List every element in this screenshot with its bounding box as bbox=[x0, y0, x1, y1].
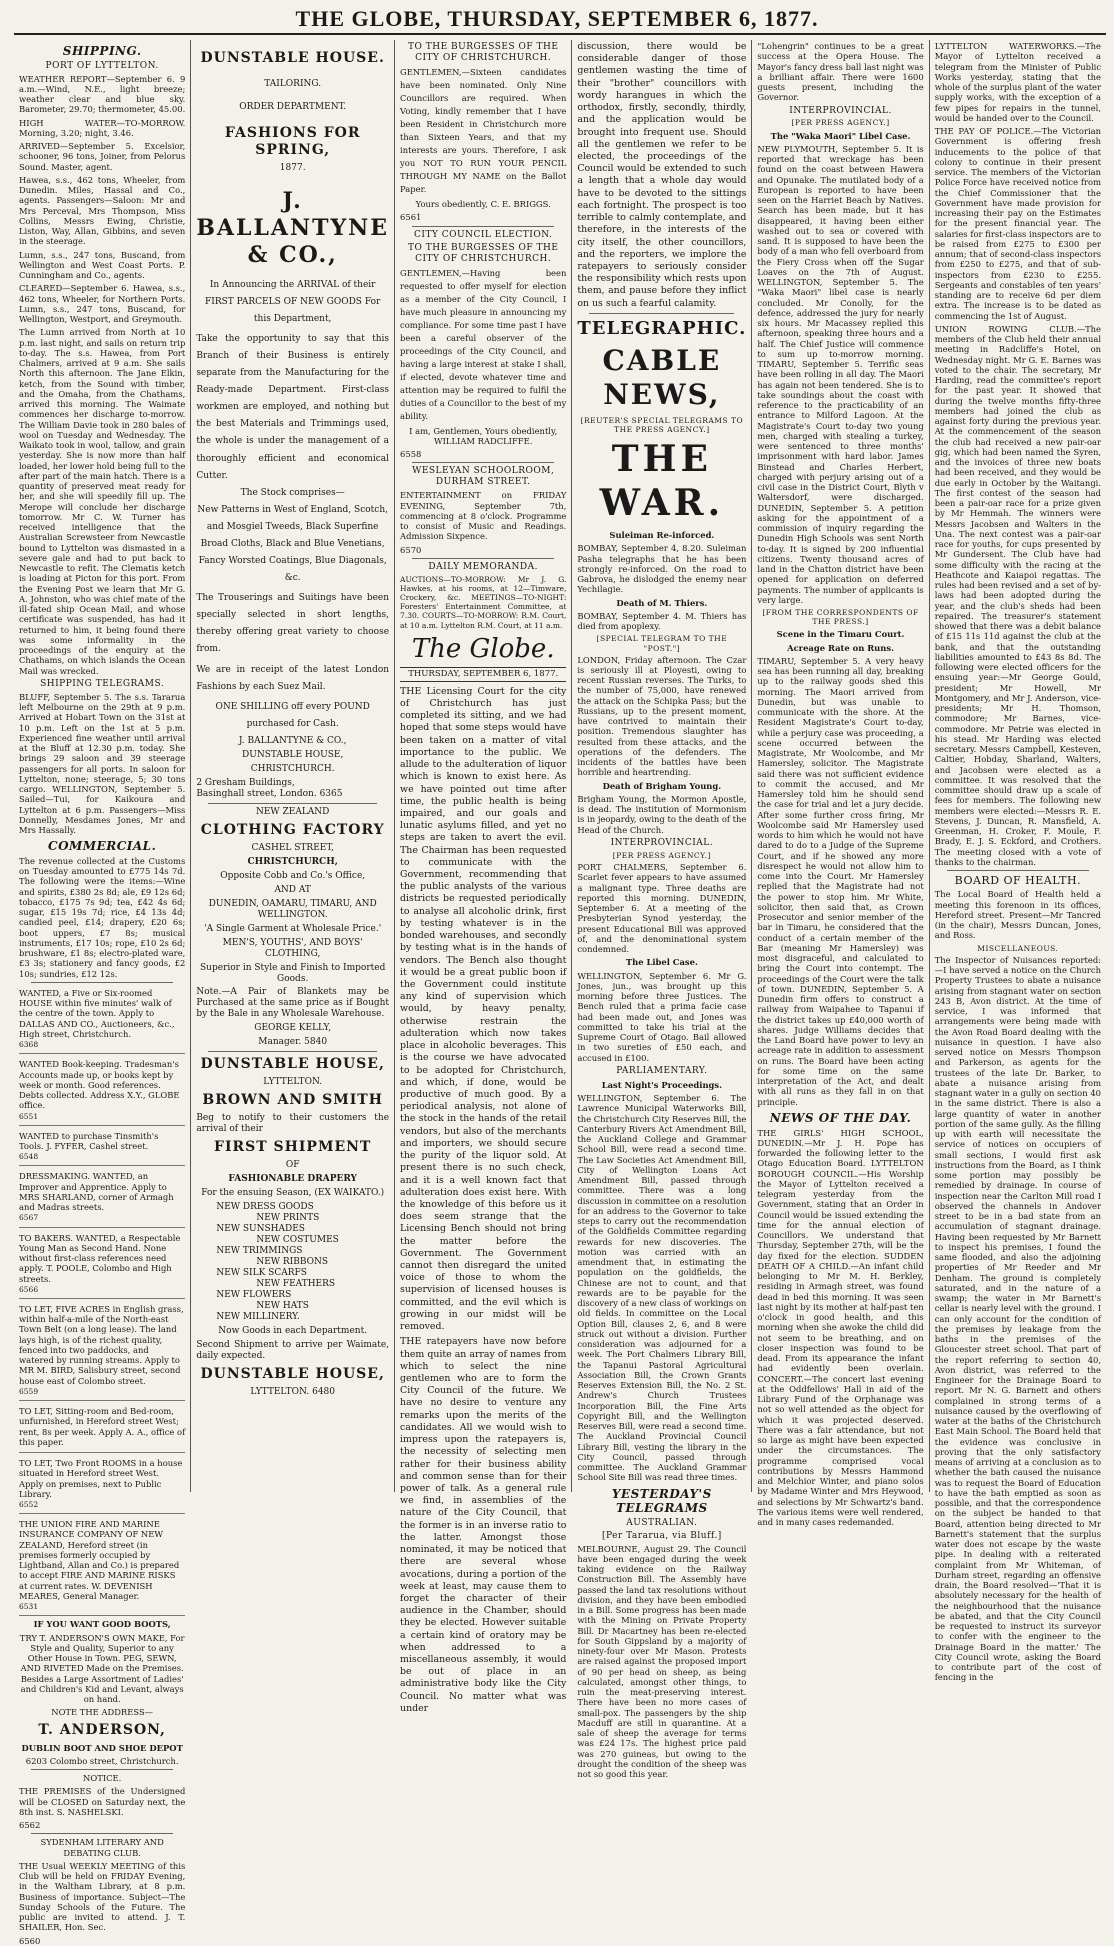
divider bbox=[412, 226, 554, 227]
cable-news-heading: CABLE NEWS, bbox=[602, 343, 722, 411]
sydenham-number: 6560 bbox=[19, 1935, 41, 1946]
dl-number: 6480 bbox=[312, 1387, 335, 1398]
special-text: The Trouserings and Suitings have been specially selected in short lengths, thereby offering great variety to choose from. bbox=[196, 593, 390, 655]
ad-number: 6368 bbox=[19, 1040, 39, 1050]
ad-text: TO BAKERS. WANTED, a Respectable Young Man as Second Hand. None without first-class references need apply. T. POOLE, Colombo and High streets. bbox=[19, 1232, 181, 1284]
ad-number: 6559 bbox=[19, 1386, 39, 1396]
dl-item: NEW FEATHERS bbox=[256, 1279, 336, 1290]
dl-item: NEW FLOWERS bbox=[216, 1290, 292, 1301]
column-2 bbox=[191, 40, 395, 1492]
classified-ad bbox=[19, 1231, 185, 1299]
election-text: GENTLEMEN,—Having been requested to offer myself for election as a member of the City Council, I have much pleasure in announcing my compliance. For some time past I have been a careful observer of the proceedings of the City Council, and having a large interest at stake I shall, if elected, devote whatever time and attention may be required to fulfil the duties of a Councillor to the best of my ability. bbox=[400, 267, 567, 421]
war-heading: THE WAR. bbox=[599, 438, 725, 525]
depot-street: Colombo street, Christchurch. bbox=[49, 1755, 179, 1766]
rowing-club-text: UNION ROWING CLUB.—The members of the Club held their annual meeting in Radcliffe's Hotel, on Wednesday night. Mr G. E. Barnes was voted to the chair. The secretary, Mr Harding, read the committee's report for the past year. It showed that during the twelve months fifty-three members had joined the club as against forty during the previous year. At the commencement of the season the club had received a new pair-oar gig, which had been named the Syren, and the invoices of three new boats had been received, and they would be due early in October by the Waitangi. The first contest of the season had been a pair-oar race for a prize given by Mr Hemmah. The winners were Messrs Jacobsen and Walters in the Una. The next contest was a pair-oar race for youths, for cups presented by Mr Gundersent. The Club have had some difficulty with the racing at the Heathcote and Kaiapoi regattas. The rules had been revised and a set of by-laws had been adopted during the year, and the club's sheds had been repaired. The treasurer's statement showed that there was a debit balance of £15 11s 11d against the club at the bank, and that the outstanding liabilities amounted to £43 8s 8d. The following were elected officers for the ensuing year:—Mr George Gould, president; Mr Howell, Mr Montgomery, and Mr J. Anderson, vice-presidents; Mr H. Thomson, commodore; Mr Barnes, vice-commodore. Mr Petrie was elected in his stead. Mr Harding was elected secretary. Messrs Campbell, Kesteven, Caltier, Hobday, Sharland, Walters, and Jacobsen were elected as a committee. It was resolved that the committee should draw up a scale of fees for members. The following new members were elected:—Messrs R. E. Stevens, J. Duncan, R. Mansfield, A. Greenman, H. Croker, F. Moule, F. Brady, E. J. S. Eckford, and Crothers. The meeting closed with a vote of thanks to the chairman. bbox=[934, 323, 1102, 867]
shipping-heading: SHIPPING. bbox=[62, 44, 142, 58]
arrived-3: Lumn, s.s., 247 tons, Buscand, from Wellington and West Coast Ports. P. Cunningham and Co., agents. bbox=[19, 249, 186, 281]
yesterday-heading: YESTERDAY'S TELEGRAMS bbox=[611, 1486, 712, 1516]
war-2-text: BOMBAY, September 4. M. Thiers has died from apoplexy. bbox=[577, 610, 747, 632]
ad-number: 6551 bbox=[19, 1111, 39, 1121]
high-water: HIGH WATER—TO-MORROW. Morning, 3.20; night, 3.46. bbox=[19, 117, 186, 138]
column-1 bbox=[14, 40, 191, 1946]
dl-1: DUNSTABLE HOUSE, bbox=[200, 1056, 385, 1073]
boots-text: TRY T. ANDERSON'S OWN MAKE, For Style and Quality, Superior to any Other House in Town. PEG, SEWN, AND RIVETED Made on the Premises. Besides a Large Assortment of Ladies' and Children's Kid and Levant, always on hand. bbox=[19, 1632, 185, 1705]
classified-ad bbox=[19, 1456, 185, 1514]
notice-heading: NOTICE. bbox=[83, 1773, 122, 1784]
burgesses-text: GENTLEMEN,—Sixteen candidates have been nominated. Only Nine Councillors are required. When Voting, kindly remember that I have been Resident in Christchurch more than Sixteen Years, and that my interests are yours. Therefore, I ask you NOT TO RUN YOUR PENCIL THROUGH MY NAME on the Ballot Paper. bbox=[400, 66, 567, 195]
dl-2: LYTTELTON. bbox=[263, 1077, 323, 1088]
dl-item: NEW SUNSHADES bbox=[216, 1224, 305, 1235]
election-subheading: TO THE BURGESSES OF THE CITY OF CHRISTCHURCH. bbox=[407, 242, 559, 264]
interprovincial-heading: INTERPROVINCIAL. bbox=[789, 105, 892, 116]
port-heading: PORT OF LYTTELTON. bbox=[45, 60, 159, 71]
commercial-heading: COMMERCIAL. bbox=[48, 839, 157, 854]
depot-name: DUBLIN BOOT AND SHOE DEPOT bbox=[21, 1742, 183, 1753]
timaru-text: TIMARU, September 5. A very heavy sea has been running all day, breaking up to the railway goods shed this morning. The Maori arrived from Dunedin, but was unable to communicate with the shore. At the Resident Magistrate's Court to-day, while a perjury case was proceeding, a scene occurred between the Magistrate, Mr Woolcombe, and Mr Hamersley, solicitor. The Magistrate said there was not sufficient evidence to commit the accused, and Mr Hamersley told him he should send the case for trial and let a jury decide. After some further cross firing, Mr Woolcombe said Mr Hamersley used words to him which he would not have dared to do to a Judge of the Supreme Court, and if he showed any more disrespect he would not allow him to come into the Court. Mr Hamersley replied that the Magistrate had not the power to stop him. Mr White, solicitor, then said that, as Crown Prosecutor and senior member of the bar in Timaru, he considered that the conduct of a certain member of the Bar (meaning Mr Hamersley) was most disgraceful, and calculated to bring the Court into contempt. The proceedings of the Court were the talk of town. DUNEDIN, September 5. A Dunedin firm offers to construct a railway from Waipahee to Tapanui if the district takes up £40,000 worth of shares. Judge Williams decides that the Land Board have power to levy an acreage rate in addition to assessment on runs. The Board have been acting for some time on the same interpretation of the Act, and dealt with all runs as they fall in on that principle. bbox=[757, 655, 924, 1107]
memoranda-heading: DAILY MEMORANDA. bbox=[428, 561, 538, 572]
masthead: THE GLOBE, THURSDAY, SEPTEMBER 6, 1877. bbox=[295, 6, 819, 31]
dl-item: NEW MILLINERY. bbox=[216, 1312, 300, 1323]
parliamentary-subheading: Last Night's Proceedings. bbox=[601, 1079, 723, 1090]
ad-text: TO LET, Two Front ROOMS in a house situated in Hereford street West. Apply on premises, next to Public Library. bbox=[19, 1458, 183, 1499]
shipping-telegrams: BLUFF, September 5. The s.s. Tararua left Melbourne on the 29th at 9 p.m. Arrived at Hobart Town on the 31st at 10 p.m. Left on the 1st at 5 p.m. Experienced fine weather until arrival at the Bluff at 12.30 p.m. today. She brings 29 saloon and 39 steerage passengers for all ports. In saloon for Lyttelton, none; steerage, 5; 30 tons cargo. WELLINGTON, September 5. Sailed—Tui, for Kaikoura and Lyttelton at 6 p.m. Passengers—Miss Donnelly, Mesdames Jones, Mr and Mrs Hassally. bbox=[19, 691, 186, 836]
ballantyne-intro: In Announcing the ARRIVAL of their FIRST PARCELS OF NEW GOODS For this Department, bbox=[205, 279, 381, 324]
divider bbox=[31, 1769, 173, 1770]
nz-2: CLOTHING FACTORY bbox=[200, 821, 385, 838]
tailoring: TAILORING. bbox=[264, 79, 322, 90]
arrived-1: ARRIVED—September 5. Excelsior, schooner, 96 tons, Joiner, from Pelorus Sound. Master, agent. bbox=[19, 141, 186, 172]
ballantyne-title: J. BALLANTYNE & CO., bbox=[196, 188, 390, 268]
divider bbox=[947, 870, 1089, 871]
order-department: ORDER DEPARTMENT. bbox=[239, 102, 347, 113]
nz-10: Superior in Style and Finish to Imported Goods. bbox=[200, 962, 386, 984]
misc-heading: MISCELLANEOUS. bbox=[977, 943, 1059, 953]
waterworks-text: LYTTELTON WATERWORKS.—The Mayor of Lyttelton received a telegram from the Minister of Public Works yesterday, stating that the whole of the surplus plant of the water supply works, with the exception of a few pipes for repairs in the tunnel, would be handed over to the Council. bbox=[934, 41, 1102, 123]
waka-heading: The "Waka Maori" Libel Case. bbox=[770, 130, 911, 141]
dl-11-text: LYTTELTON. bbox=[250, 1387, 310, 1398]
dl-item: NEW RIBBONS bbox=[256, 1257, 329, 1268]
telegraphic-heading: TELEGRAPHIC. bbox=[577, 317, 747, 339]
dl-item: NEW DRESS GOODS bbox=[216, 1202, 314, 1213]
weather-report: WEATHER REPORT—September 6. 9 a.m.—Wind, N.E., light breeze; weather clear and blue sky. Barometer, 29.70; thermometer, 45.00. bbox=[19, 73, 186, 115]
war-1-text: BOMBAY, September 4, 8.20. Suleiman Pasha telegraphs that he has been strongly re-inforced. On the road to Gabrova, he dislodged the enemy near Yechilagie. bbox=[577, 543, 747, 595]
war-1-heading: Suleiman Re-inforced. bbox=[609, 530, 715, 541]
war-3-text: LONDON, Friday afternoon. The Czar is seriously ill at Ployesti, owing to recent Russian reverses. The Turks, to the number of 75,000, have renewed the attack on the Schipka Pass; but the Russians, up to the present moment, have contrived to maintain their position. Tremendous slaughter has resulted from these attacks, and the operations of the defenders. The incidents of the battles have been horrible and heartrending. bbox=[577, 654, 747, 778]
health-heading: BOARD OF HEALTH. bbox=[954, 874, 1082, 887]
classified-ad bbox=[19, 1404, 185, 1453]
election-signature: I am, Gentlemen, Yours obediently, WILLIAM RADCLIFFE. bbox=[409, 425, 558, 446]
nz-13 bbox=[196, 1037, 389, 1048]
nz-12: GEORGE KELLY, bbox=[254, 1023, 332, 1034]
brigham-heading: Death of Brigham Young. bbox=[602, 780, 722, 791]
burgesses-signature: Yours obediently, C. E. BRIGGS. bbox=[415, 199, 551, 210]
dl-10: DUNSTABLE HOUSE, bbox=[200, 1365, 385, 1382]
dl-item: NEW HATS bbox=[256, 1301, 309, 1312]
classified-ad bbox=[19, 1517, 185, 1616]
dateline: THURSDAY, SEPTEMBER 6, 1877. bbox=[400, 667, 566, 681]
ad-number: 6552 bbox=[19, 1500, 39, 1510]
australian-text: MELBOURNE, August 29. The Council have been engaged during the week taking evidence on the Railway Construction Bill. The Assembly have passed the land tax resolutions without division, and they have been embodied in a Bill. Some progress has been made with the Mining on Private Property Bill. Dr Macartney has been re-elected for South Gippsland by a majority of ninety-four over Mr Mason. Protests are raised against the proposed import of 90 per head on sheep, as being calculated, amongst other things, to ruin the meat-preserving interest. There have been no more cases of small-pox. The passengers by the ship Macduff are still in quarantine. At a sale of sheep the average for terms was £24 17s. The highest price paid was 270 guineas, but owing to the drought the condition of the sheep was not so good this year. bbox=[577, 1543, 747, 1780]
divider bbox=[31, 1833, 173, 1834]
column-4 bbox=[572, 40, 752, 1780]
sig-4: 2 Gresham Buildings, bbox=[196, 777, 295, 788]
timaru-heading: Scene in the Timaru Court. bbox=[776, 629, 905, 640]
nz-number: 5840 bbox=[304, 1037, 328, 1048]
ad-text: WANTED Book-keeping. Tradesman's Accounts made up, or books kept by week or month. Good references. Debts collected. Address X.Y., GLOBE office. bbox=[19, 1059, 180, 1111]
dl-item: NEW SILK SCARFS bbox=[216, 1268, 307, 1279]
ad-text: WANTED to purchase Tinsmith's Tools. J. FYFER, Cashel street. bbox=[19, 1130, 159, 1151]
dl-4: FIRST SHIPMENT bbox=[214, 1139, 372, 1156]
lohengrin-text: "Lohengrin" continues to be a great success at the Opera House. The Mayor's fancy dress ball last night was a brilliant affair. There were 1600 guests present, including the Governor. bbox=[757, 41, 924, 103]
brigham-text: Brigham Young, the Mormon Apostle, is dead. The institution of Mormonism is in jeopardy, owing to the death of the Head of the Church. bbox=[577, 793, 747, 835]
fashions-spring: FASHIONS FOR SPRING, bbox=[224, 125, 361, 159]
dl-7: For the ensuing Season, (EX WAIKATO.) bbox=[201, 1188, 385, 1199]
ad-number: 6548 bbox=[19, 1152, 39, 1162]
dl-items bbox=[196, 1202, 389, 1323]
page-columns bbox=[14, 40, 1106, 1946]
classified-ad bbox=[19, 1169, 185, 1227]
classified-ads bbox=[19, 986, 185, 1616]
wesleyan-text: ENTERTAINMENT on FRIDAY EVENING, September 7th, commencing at 8 o'clock. Programme to consist of Music and Readings. Admission Sixpence. bbox=[400, 490, 567, 542]
dl-5: OF bbox=[285, 1160, 300, 1171]
nz-8: 'A Single Garment at Wholesale Price.' bbox=[204, 923, 382, 934]
news-heading: NEWS OF THE DAY. bbox=[769, 1110, 912, 1125]
nz-1: NEW ZEALAND bbox=[255, 806, 330, 817]
notice-number: 6562 bbox=[19, 1820, 41, 1831]
sydenham-heading: SYDENHAM LITERARY AND DEBATING CLUB. bbox=[40, 1837, 164, 1858]
divider bbox=[412, 462, 554, 463]
column-5 bbox=[752, 40, 929, 1528]
cleared: CLEARED—September 6. Hawea, s.s., 462 tons, Wheeler, for Northern Ports. Lumn, s.s., 247 tons, Buscand, for Wellington, Westport, and Greymouth. bbox=[19, 283, 186, 325]
memoranda-text: AUCTIONS—TO-MORROW: Mr J. G. Hawkes, at his rooms, at 12—Timware, Crockery, &c. MEETINGS—TO-NIGHT: Foresters' Entertainment Committee, at 7.30. COURTS—TO-MORROW: R.M. Court, at 10 a.m. Lyttelton R.M. Court, at 11 a.m. bbox=[400, 574, 567, 630]
nz-7: DUNEDIN, OAMARU, TIMARU, AND WELLINGTON. bbox=[208, 898, 377, 920]
dl-9: Second Shipment to arrive per Waimate, daily expected. bbox=[196, 1340, 390, 1361]
nz-5: Opposite Cobb and Co.'s Office, bbox=[220, 870, 366, 881]
dl-6: FASHIONABLE DRAPERY bbox=[228, 1174, 357, 1185]
news-text: THE GIRLS' HIGH SCHOOL, DUNEDIN.—Mr J. H. Pope has forwarded the following letter to the Otago Education Board. LYTTELTON BOROUGH COUNCIL.—His Worship the Mayor of Lyttelton received a telegram yesterday from the Government, stating that an Order in Council would be issued extending the time for the annual election of Councillors. We understand that Thursday, September 27th, will be the day fixed for the election. SUDDEN DEATH OF A CHILD.—An infant child belonging to Mr M. H. Berkley, residing in Armagh street, was found dead in bed this morning. It was seen last night by its mother at half-past ten o'clock in good health, and this morning when she awoke the child did not seem to be breathing, and on closer inspection was found to be dead. From its appearance the infant had evidently been overlain. CONCERT.—The concert last evening at the Oddfellows' Hall in aid of the Library Fund of the Orphanage was not so well attended as the object for which it was projected deserved. There was a fair attendance, but not so large as might have been expected under the circumstances. The programme comprised vocal contributions by Messrs Hammond and Melchior Winter, and piano solos by Madame Winter and Mrs Heywood, and selections by Mr Schwartz's band. The various items were well rendered, and in many cases redemanded. bbox=[757, 1127, 924, 1528]
interprovincial-heading: INTERPROVINCIAL. bbox=[610, 837, 714, 848]
nz-11: Note.—A Pair of Blankets may be Purchased at the same price as if Bought by the Bale in any Wholesale Warehouse. bbox=[196, 987, 390, 1020]
ballantyne-body: Take the opportunity to say that this Branch of their Business is entirely separate from the Manufacturing for the Ready-made Department. First-class workmen are employed, and nothing but the best Materials and Trimmings used, the whole is under the management of a thoroughly efficient and economical Cutter. bbox=[196, 333, 390, 481]
misc-text: The Inspector of Nuisances reported:—I have served a notice on the Church Property Trustees to abate a nuisance arising from stagnant water on section 243 B, Avon district. At the time of service, I was informed that arrangements were being made with the Avon Road Board dealing with the nuisance in question. I have also served notice on Messrs Thompson and Parkerson, as agents for the trustees of the late Dr. Barker, to abate a nuisance arising from stagnant water in a gully on section 40 in the same district. There is also a large quantity of water in another portion of the same gully. As the filling up with earth will necessitate the service of notices on occupiers of small sections, I would first ask instructions from the Board, as I think some portion may possibly be remedied by drainage. In course of inspection near the Carlton Mill road I observed the channels in Andover street to be in a bad state from an accumulation of stagnant drainage. Having been requested by Mr Barnett to inspect his premises, I found the same flooded, and also the adjoining properties of Mr Reeder and Mr Denham. The ground is completely saturated, and in the nature of a swamp; the water in Mr Barnett's cellar is nearly level with the ground. I can only account for the condition of the premises by leakage from the baths in the premises of the Gloucester street school. That part of the report referring to section 40, Avon district, was referred to the Engineer for the Drainage Board to report. Mr N. G. Barnett and others complained in strong terms of a nuisance caused by the overflowing of water at the baths of the Christchurch East Main School. The Board held that the evidence was conclusive in proving that the only satisfactory means of arriving at a conclusion as to whether the bath caused the nuisance was to request the Board of Education to have the bath emptied as soon as possible, and that the correspondence on the subject be handed to that Board, attention being directed to Mr Barnett's statement that the surplus water does not escape by the waste pipe. In dealing with a reiterated complaint from Mr Whiteman, of Durham street, regarding an offensive drain, the Board resolved—'That it is absolutely necessary for the health of the neighbourhood that the nuisance be abated, and that the City Council be requested to instruct its surveyor to confer with the engineer to the Drainage Board in the matter.' The City Council wrote, asking the Board to contribute part of the cost of fencing in the bbox=[934, 954, 1102, 1683]
editorial-1: THE Licensing Court for the city of Christchurch has just completed its sitting, and we had hoped that some steps would have been taken on a matter of vital importance to the public. We allude to the adulteration of liquor which is known to exist here. As we have pointed out time after time, the public health is being impaired, and our goals and lunatic asylums filled, and yet no steps are taken to avert the evil. The Chairman has been requested to communicate with the Government, recommending that the public analysts of the various districts be requested periodically to analyse all alcoholic drink, first by testing whatever is in the bonded warehouses, and secondly by testing what is in the hands of vendors. The Bench also thought it would be a great public boon if the Government could institute any kind of supervision which would, by heavy penalty, otherwise restrain the adulteration which now takes place in alcoholic beverages. This is the course we have advocated to be adopted for Christchurch, and which, if done, would be productive of much good. By a periodical analysis, not alone of the stock in the hands of the retail vendors, but also of the merchants and importers, we should secure the purity of the liquor sold. At present there is no such check, and it is a well known fact that adulteration does exist here. With the knowledge of this before us it does seem strange that the Licensing Bench should not bring the matter before the Government. The Government cannot then disregard the united voice of those to whom the supervision of licensed houses is committed, and the evil which is growing in our midst will be removed. bbox=[400, 685, 567, 1333]
notice-text: THE PREMISES of the Undersigned will be CLOSED on Saturday next, the 8th inst. S. NASHELSKI. bbox=[19, 1786, 186, 1817]
divider bbox=[589, 313, 734, 314]
masthead-rule bbox=[14, 33, 1106, 35]
depot-number: 6203 bbox=[25, 1755, 48, 1766]
column-3 bbox=[395, 40, 572, 1714]
nz-4: CHRISTCHURCH, bbox=[247, 856, 338, 867]
reuter-note: [REUTER'S SPECIAL TELEGRAMS TO THE PRESS AGENCY.] bbox=[580, 416, 744, 435]
ad-number: 6567 bbox=[19, 1213, 39, 1223]
correspondents-tag: [FROM THE CORRESPONDENTS OF THE PRESS.] bbox=[762, 608, 919, 627]
boots-heading: IF YOU WANT GOOD BOOTS, bbox=[33, 1619, 171, 1630]
ad-text: WANTED, a Five or Six-roomed HOUSE within five minutes' walk of the centre of the town. Apply to DALLAS AND CO., Auctioneers, &c., High street, Christchurch. bbox=[19, 987, 175, 1039]
australian-heading: AUSTRALIAN. bbox=[626, 1517, 698, 1528]
latest-fashions: We are in receipt of the latest London Fashions by each Suez Mail. bbox=[196, 664, 390, 692]
editorial-2: THE ratepayers have now before them quite an array of names from which to select the nine gentlemen who are to form the City Council of the future. We have no desire to venture any remarks upon the merits of the candidates. All we would wish to impress upon the ratepayers is, the necessity of selecting men rather for their business ability and common sense than for their power of talk. As a general rule we find, in assemblies of the nature of the City Council, that the former is in an inverse ratio to the latter. Amongst those nominated, it may be noticed that there are several whose avocations, during a portion of the week at least, may cause them to forget the character of their audience in the Chamber, should they be elected. However suitable a certain kind of oratory may be when addressed to a miscellaneous assembly, it would be out of place in an administrative body like the City Council. No matter what was under bbox=[400, 1336, 567, 1714]
classified-ad bbox=[19, 1129, 185, 1167]
divider bbox=[208, 1051, 377, 1052]
wesleyan-number: 6570 bbox=[400, 544, 422, 555]
agency-tag: [PER PRESS AGENCY.] bbox=[612, 850, 711, 860]
nz-9: MEN'S, YOUTHS', AND BOYS' CLOTHING, bbox=[222, 937, 363, 959]
parliamentary-text: WELLINGTON, September 6. The Lawrence Municipal Waterworks Bill, the Christchurch City Reserves Bill, the Canterbury Rivers Act Amendment Bill, the Auckland College and Grammar School Bill, were read a second time. The Law Societies Act Amendment Bill, City of Wellington Loans Act Amendment Bill, passed through committee. There was a long discussion in committee on a resolution for an address to the Governor to take steps to carry out the recommendation of the Goldfields Committee regarding rewards for new discoveries. The motion was carried with an amendment that, in estimating the population on the goldfields, the Chinese are not to count, and that rewards are to be payable for the discovery of a new class of workings on old fields. In committee on the Local Option Bill, clauses 2, 6, and 8 were struck out without a division. Further consideration was adjourned for a week. The Port Chalmers Library Bill, the Tapanui Pastoral Agricultural Association Bill, the Crown Grants Reserves Extension Bill, the No. 2 St. Andrew's Church Trustees Incorporation Bill, the Fine Arts Copyright Bill, and the Wellington Reserves Bill, were read a second time. The Auckland Provincial Council Library Bill, vesting the library in the City Council, passed through committee. The Auckland Grammar School Site Bill was read three times. bbox=[577, 1093, 747, 1483]
ad-text: DRESSMAKING. WANTED, an Improver and Apprentice. Apply to MRS SHARLAND, corner of Armagh and Madras streets. bbox=[19, 1171, 174, 1213]
burgesses-heading: TO THE BURGESSES OF THE CITY OF CHRISTCHURCH. bbox=[407, 42, 559, 63]
dl-item: NEW COSTUMES bbox=[256, 1235, 339, 1246]
wesleyan-heading: WESLEYAN SCHOOLROOM, DURHAM STREET. bbox=[412, 466, 555, 488]
ad-number: 6566 bbox=[19, 1284, 39, 1294]
australian-via: [Per Tararua, via Bluff.] bbox=[601, 1530, 722, 1541]
depot-address bbox=[19, 1756, 185, 1766]
dl-item: NEW PRINTS bbox=[256, 1213, 320, 1224]
shilling-offer: ONE SHILLING off every POUND purchased for Cash. bbox=[215, 701, 370, 729]
sydenham-text: THE Usual WEEKLY MEETING of this Club will be held on FRIDAY Evening, in the Waltham Library, at 8 p.m. Business of importance. Subject—The Sunday Schools of the Future. The public are invited to attend. J. T. SHAILER, Hon. Sec. bbox=[19, 1860, 186, 1933]
column-6 bbox=[930, 40, 1106, 1683]
interprovincial-text: PORT CHALMERS, September 6. Scarlet fever appears to have assumed a malignant type. Three deaths are reported this morning. DUNEDIN, September 6. At a meeting of the Presbyterian Synod yesterday, the present Educational Bill was approved of, and the denominational system condemned. bbox=[577, 862, 747, 955]
health-text: The Local Board of Health held a meeting this forenoon in its offices, Hereford street. Present—Mr Tancred (in the chair), Messrs Duncan, Jones, and Ross. bbox=[934, 889, 1102, 941]
nz-6: AND AT bbox=[274, 884, 311, 895]
nz-3: CASHEL STREET, bbox=[251, 842, 334, 853]
sig-5-text: Basinghall street, London. bbox=[196, 788, 317, 799]
acreage-heading: Acreage Rate on Runs. bbox=[787, 642, 894, 653]
ad-text: TO LET, Sitting-room and Bed-room, unfurnished, in Hereford street West; rent, 8s per week. Apply A. A., office of this paper. bbox=[19, 1406, 186, 1447]
anderson-name: T. ANDERSON, bbox=[38, 1721, 166, 1738]
dl-item: NEW TRIMMINGS bbox=[216, 1246, 303, 1257]
divider bbox=[31, 982, 173, 983]
year: 1877. bbox=[279, 163, 306, 174]
war-2-heading: Death of M. Thiers. bbox=[616, 597, 708, 608]
address-heading: NOTE THE ADDRESS— bbox=[51, 1707, 154, 1718]
sig-5 bbox=[196, 789, 389, 800]
classified-ad bbox=[19, 1302, 185, 1401]
dl-8: Now Goods in each Department. bbox=[218, 1326, 368, 1337]
stock-heading: The Stock comprises— bbox=[240, 487, 345, 498]
telegrams-heading: SHIPPING TELEGRAMS. bbox=[40, 678, 165, 689]
nz-13-text: Manager. bbox=[258, 1037, 302, 1048]
election-heading: CITY COUNCIL ELECTION. bbox=[414, 229, 553, 240]
commercial-text: The revenue collected at the Customs on Tuesday amounted to £775 14s 7d. The following were the items:—Wine and spirits, £380 2s 8d; ale, £9 12s 6d; tobacco, £175 7s 9d; tea, £42 4s 6d; sugar, £15 19s 7d; rice, £4 13s 4d; candied peel, £14; drapery, £20 6s; boot uppers, £7 8s; musical instruments, £17 10s; rope, £10 2s 6d; brushware, £1 8s; electro-plated ware, £3 3s; stationery and fancy goods, £2 10s; sundries, £12 12s. bbox=[19, 855, 186, 979]
dl-11 bbox=[196, 1387, 389, 1398]
globe-title: The Globe. bbox=[411, 633, 555, 664]
dl-3: Beg to notify to their customers the arrival of their bbox=[196, 1113, 390, 1135]
sig-2: DUNSTABLE HOUSE, bbox=[242, 749, 344, 760]
divider bbox=[208, 803, 377, 804]
waka-text: NEW PLYMOUTH, September 5. It is reported that wreckage has been found on the coast between Hawera and Opunake. The mutilated body of a European is reported to have been seen on the Harriet Beach by Natives. Search has been made, but it has disappeared, it having been either washed out to sea or covered with sand. It is supposed to have been the body of a man who fell overboard from the Fiery Cross when off the Sugar Loaves on the 7th of August. WELLINGTON, September 5. The "Waka Maori" libel case is nearly concluded. Mr Conolly, for the defence, addressed the jury for nearly six hours. Mr Macassey replied this afternoon, speaking three hours and a half. The Chief Justice will commence to sum up to-morrow morning. TIMARU, September 5. Terrific seas have been rolling in all day. The Maori has again not been tendered. She is to take soundings about the coast with reference to the practicability of an entrance to Milford Lagoon. At the Magistrate's Court to-day two young men, charged with stealing a turkey, were sentenced to three months' imprisonment with hard labor. James Binstead and Charles Herbert, charged with perjury arising out of a civil case in the District Court, Blyth v Waltersdorf, were discharged. DUNEDIN, September 5. A petition asking for the appointment of a commission of inquiry regarding the Dunedin High Schools was sent North to-day. It is signed by 200 influential citizens. Twenty thousand acres of land in the Chatton district have been opened for application on deferred payments. The number of applicants is very large. bbox=[757, 143, 924, 605]
stock-items: New Patterns in West of England, Scotch, and Mosgiel Tweeds, Black Superfine Broad Cloths, Black and Blue Venetians, Fancy Worsted Coatings, Blue Diagonals, &c. bbox=[197, 504, 388, 584]
sig-1: J. BALLANTYNE & CO., bbox=[238, 735, 347, 746]
police-pay-text: THE PAY OF POLICE.—The Victorian Government is offering fresh inducements to the police of that colony to continue in their present service. The members of the Victorian Police Force have received notice from the Chief Commissioner that the Government have made provision for increasing their pay on the Estimates for the present financial year. The salaries for first-class inspectors are to be raised from £275 to £300 per annum; that of second-class inspectors from £250 to £275, and that of sub-inspectors from £230 to £255. Sergeants and constables of ten years' standing are to receive 6d per diem extra. The increase is to be dated as commencing the 1st of August. bbox=[934, 126, 1102, 321]
burgesses-number: 6561 bbox=[400, 212, 422, 223]
classified-ad bbox=[19, 986, 185, 1054]
divider bbox=[412, 558, 554, 559]
sig-3: CHRISTCHURCH. bbox=[250, 763, 335, 774]
libel-heading: The Libel Case. bbox=[625, 957, 698, 968]
editorial-continued: discussion, there would be considerable danger of those gentlemen wasting the time of their "brother" councillors with wordy harangues in which the orthodox, firstly, secondly, thirdly, and the application would be brought into frequent use. Should all the gentlemen we refer to be elected, the proceedings of the Council would be extended to such a length that a whole day would have to be devoted to the sittings each fortnight. The prospect is too terrible to calmly contemplate, and therefore, in the interests of the city itself, the other councillors, and the reporters, we implore the ratepayers to seriously consider the responsibility which rests upon them, and pause before they inflict on us such a fearful calamity. bbox=[577, 41, 747, 309]
sig-number: 6365 bbox=[319, 788, 343, 799]
classified-ad bbox=[19, 1057, 185, 1125]
shipping-news: The Lumn arrived from North at 10 p.m. last night, and sails on return trip to-day. The s.s. Hawea, from Port Chalmers, arrived at 9 a.m. She sails North this afternoon. The Jane Elkin, ketch, from the Sound with timber, and the Omaha, from the Chathams, arrived this morning. The Waimate commences her discharge to-morrow. The William Davie took in 280 bales of wool on Tuesday and Wednesday. The Waikato took in wool, tallow, and grain yesterday. She is now more than half loaded, her lower hold being full to the after part of the main hatch. There is a quantity of preserved meat ready for her, and she will speedily fill up. The Merope will conclude her discharge tomorrow. Mr C. W. Turner has received intelligence that the Australian Screwsteer from Newcastle bound to Lyttelton was dismasted in a severe gale and had to put back to Newcastle to refit. The Clematis ketch is loading at Picton for this port. From the Evening Post we learn that Mr G. A. Johnston, who was chief mate of the ill-fated ship Ocean Mail, and whose certificate was suspended, has had it returned to him, it being found there was some informality in the proceedings of the enquiry at the Chathams, on which islands the Ocean Mail was wrecked. bbox=[19, 327, 186, 676]
agency-tag: [PER PRESS AGENCY.] bbox=[791, 118, 890, 128]
ad-text: THE UNION FIRE AND MARINE INSURANCE COMPANY OF NEW ZEALAND, Hereford street (in premises formerly occupied by Lightband, Allan and Co.) is prepared to accept FIRE AND MARINE RISKS at current rates. W. DEVENISH MEARES, General Manager. bbox=[19, 1519, 180, 1601]
election-number: 6558 bbox=[400, 449, 422, 460]
parliamentary-heading: PARLIAMENTARY. bbox=[616, 1065, 708, 1076]
dunstable-title: DUNSTABLE HOUSE. bbox=[200, 50, 385, 66]
arrived-2: Hawea, s.s., 462 tons, Wheeler, from Dunedin. Miles, Hassal and Co., agents. Passengers—Saloon: Mr and Mrs Perceval, Mrs Thompson, Miss Collins, Messrs Ewing, Christie, Liston, Way, Allan, Gibbins, and seven in the steerage. bbox=[19, 174, 186, 247]
ad-text: TO LET, FIVE ACRES in English grass, within half-a-mile of the North-east Town Belt (on a long lease). The land lays high, is of the richest quality, fenced into two paddocks, and watered by running streams. Apply to MR M. BIRD, Salisbury street, second house east of Colombo street. bbox=[19, 1303, 184, 1386]
libel-text: WELLINGTON, September 6. Mr G. Jones, jun., was brought up this morning before three Justices. The Bench ruled that a prima facie case had been made out, and Jones was committed to take his trial at the Supreme Court of Otago. Bail allowed in two sureties of £50 each, and accused in £100. bbox=[577, 970, 747, 1063]
brown-smith: BROWN AND SMITH bbox=[202, 1092, 383, 1109]
war-3-tag: [SPECIAL TELEGRAM TO THE "POST."] bbox=[596, 634, 728, 653]
ad-number: 6531 bbox=[19, 1602, 39, 1612]
